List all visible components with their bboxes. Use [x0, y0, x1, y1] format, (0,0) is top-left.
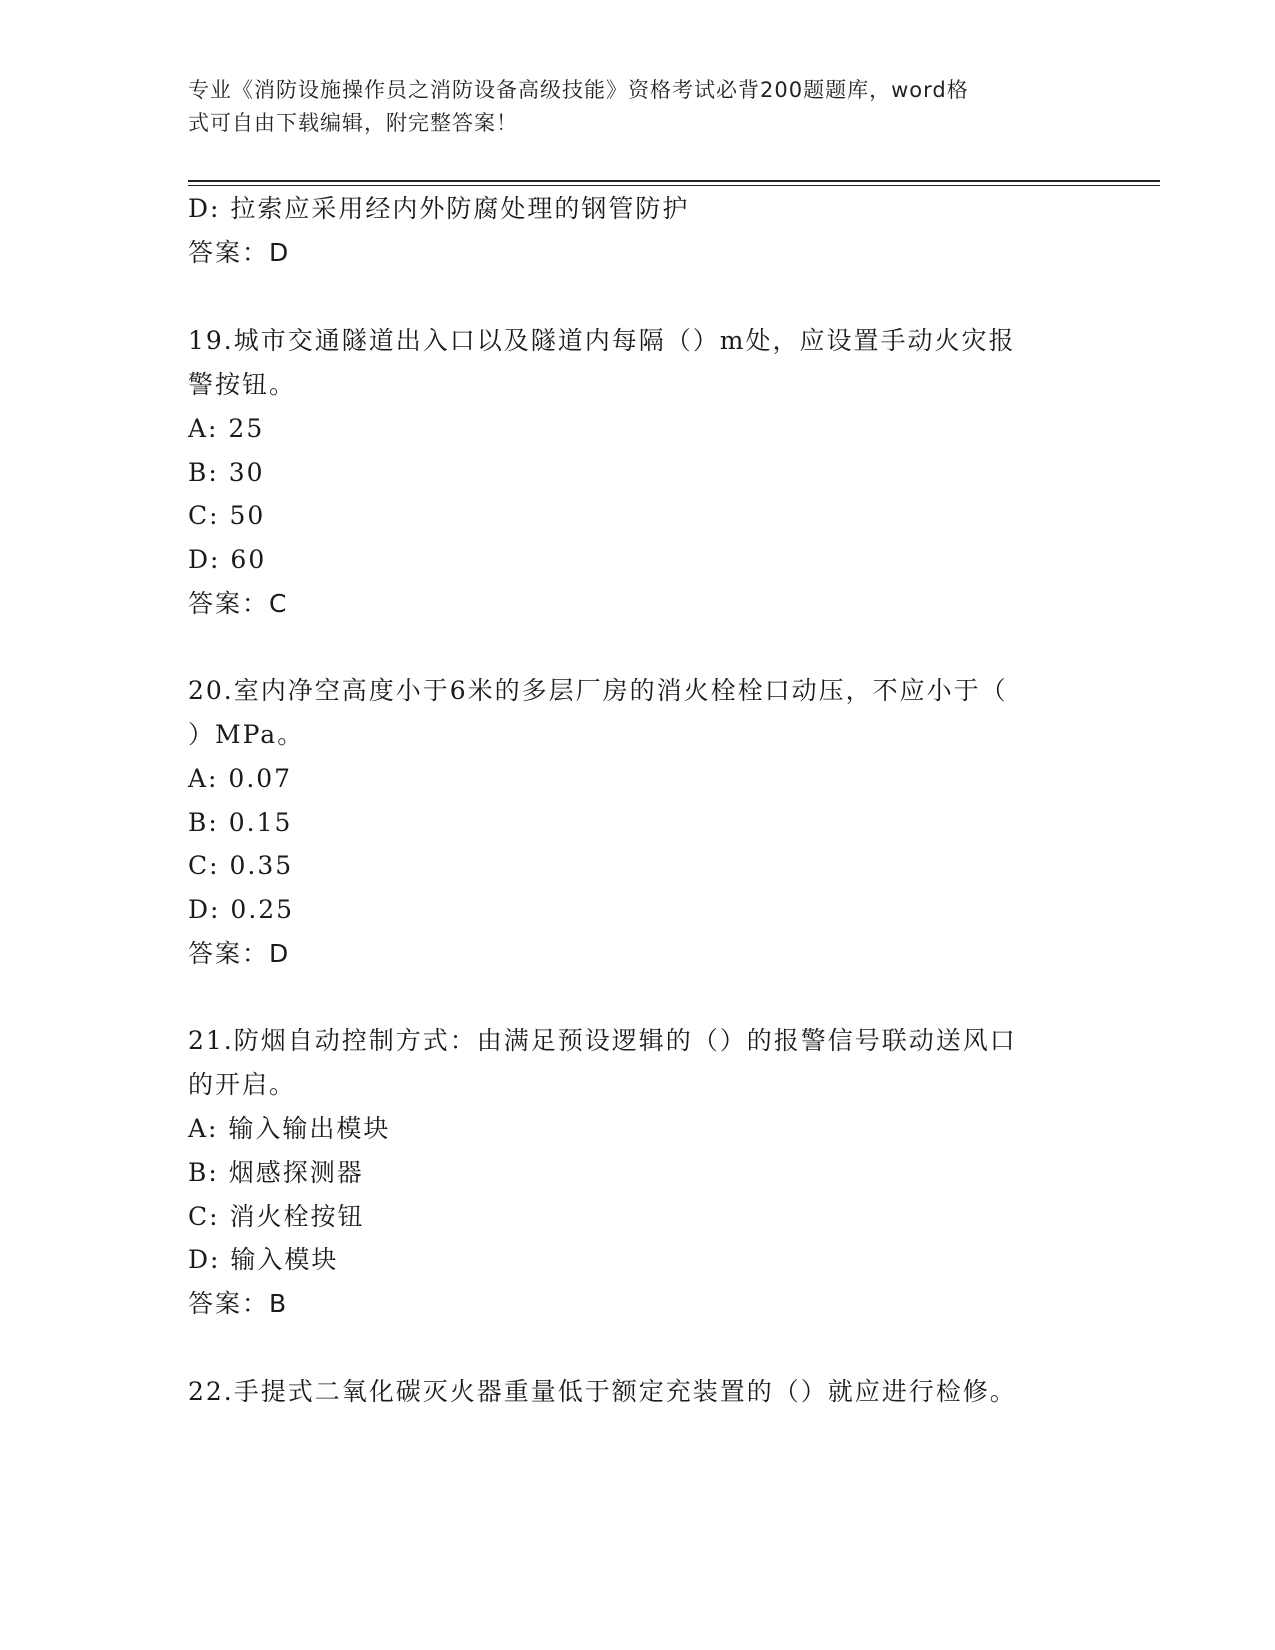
- q21-stem-line-2: 的开启。: [188, 1070, 297, 1099]
- q18-option-d: D: 拉索应采用经内外防腐处理的钢管防护: [188, 194, 690, 223]
- q22-stem-line-1: 22.手提式二氧化碳灭火器重量低于额定充装置的（）就应进行检修。: [188, 1377, 1017, 1406]
- q19-answer: 答案：C: [188, 589, 289, 618]
- q18-answer: 答案：D: [188, 238, 291, 267]
- q20-option-a: A: 0.07: [188, 764, 293, 793]
- q20-stem-line-1: 20.室内净空高度小于6米的多层厂房的消火栓栓口动压，不应小于（: [188, 676, 1008, 705]
- q19-stem-line-2: 警按钮。: [188, 370, 297, 399]
- q21-answer: 答案：B: [188, 1289, 289, 1318]
- q19-option-b: B: 30: [188, 458, 265, 487]
- q21-stem-line-1: 21.防烟自动控制方式：由满足预设逻辑的（）的报警信号联动送风口: [188, 1026, 1017, 1055]
- q19-option-a: A: 25: [188, 414, 265, 443]
- q21-option-c: C: 消火栓按钮: [188, 1202, 365, 1231]
- q20-stem-line-2: ）MPa。: [188, 720, 305, 749]
- q21-option-d: D: 输入模块: [188, 1245, 339, 1274]
- q20-answer: 答案：D: [188, 939, 291, 968]
- q19-stem-line-1: 19.城市交通隧道出入口以及隧道内每隔（）m处，应设置手动火灾报: [188, 326, 1016, 355]
- q19-option-d: D: 60: [188, 545, 267, 574]
- header-line-2: 式可自由下载编辑，附完整答案！: [188, 111, 518, 135]
- header-rule-thick: [188, 180, 1160, 182]
- header-line-1: 专业《消防设施操作员之消防设备高级技能》资格考试必背200题题库，word格: [188, 78, 969, 102]
- q20-option-c: C: 0.35: [188, 851, 294, 880]
- q20-option-d: D: 0.25: [188, 895, 295, 924]
- header-rule-thin: [188, 185, 1160, 186]
- q21-option-b: B: 烟感探测器: [188, 1158, 364, 1187]
- q20-option-b: B: 0.15: [188, 808, 293, 837]
- q19-option-c: C: 50: [188, 501, 266, 530]
- q21-option-a: A: 输入输出模块: [188, 1114, 391, 1143]
- page-header: [188, 74, 1088, 140]
